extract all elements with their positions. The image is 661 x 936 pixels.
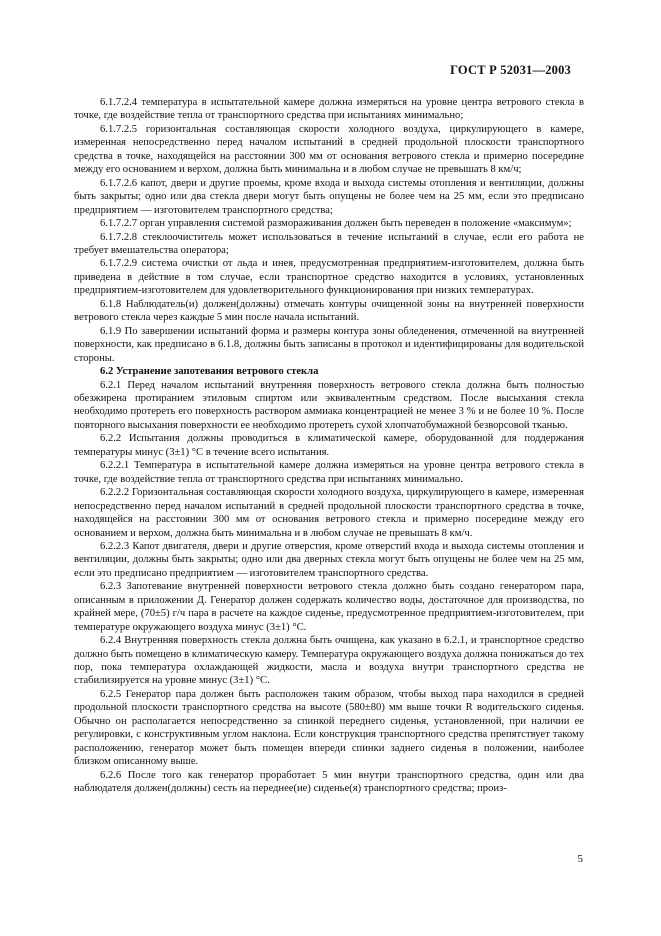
page-number: 5	[577, 853, 583, 865]
paragraph: 6.2.2.2 Горизонтальная составляющая скорости холодного воздуха, циркулирующего в камере, измеренная непосредственно перед началом испытаний в средней продольной плоскости транспортного средства в точке, находящейся на расстоянии 300 мм от основания ветрового стекла и примерно посередине между его основанием и верхом, должна быть минимальна и в любом случае не превышать 8 км/ч.	[74, 487, 584, 539]
paragraph: 6.1.7.2.7 орган управления системой размораживания должен быть переведен в положение «максимум»;	[100, 218, 572, 230]
paragraph: 6.1.8 Наблюдатель(и) должен(должны) отмечать контуры очищенной зоны на внутренней поверхности ветрового стекла через каждые 5 мин после начала испытаний.	[74, 298, 584, 324]
paragraph: 6.1.7.2.4 температура в испытательной камере должна измеряться на уровне центра ветрового стекла в точке, где воздействие тепла от транспортного средства при испытаниях минимально;	[74, 97, 584, 122]
paragraph: 6.1.7.2.6 капот, двери и другие проемы, кроме входа и выхода системы отопления и вентиляции, должны быть закрыты; одно или два стекла двери могут быть опущены не более чем на 25 мм, если это предписано предприятием — изготовителем транспортного средства;	[74, 177, 584, 216]
paragraph: 6.2.5 Генератор пара должен быть расположен таким образом, чтобы выход пара находился в средней продольной плоскости транспортного средства на высоте (580±80) мм выше точки R водительского сиденья. Обычно он располагается непосредственно за спинкой переднего сиденья, установленной, при наличии ее регулировки, с конструктивным углом наклона. Если конструкция транспортного средства препятствует такому расположению, генератор может быть помещен впереди спинки заднего сиденья в положении, наиболее близком описанному выше.	[74, 688, 584, 768]
paragraph: 6.2.3 Запотевание внутренней поверхности ветрового стекла должно быть создано генератором пара, описанным в приложении Д. Генератор должен содержать количество воды, достаточное для производства, по крайней мере, (70±5) г/ч пара в расчете на каждое сиденье, предусмотренное предприятием-изготовителем, при температуре окружающего воздуха минус (3±1) °С.	[74, 581, 584, 633]
paragraph: 6.2.1 Перед началом испытаний внутренняя поверхность ветрового стекла должна быть полностью обезжирена протиранием этиловым спиртом или эквивалентным средством. После высыхания стекла необходимо протереть его поверхность раствором аммиака концентрацией не менее 3 % и не более 10 %. После повторного высыхания поверхности ее необходимо протереть сухой хлопчатобумажной безворсовой тканью.	[74, 379, 584, 431]
paragraph: 6.1.7.2.8 стеклоочиститель может использоваться в течение испытаний в случае, если его работа не требует вмешательства оператора;	[74, 231, 584, 256]
paragraph: 6.2.6 После того как генератор проработает 5 мин внутри транспортного средства, один или два наблюдателя должен(должны) сесть на переднее(ие) сиденье(я) транспортного средства; произ-	[74, 769, 584, 795]
paragraph: 6.2.2.1 Температура в испытательной камере должна измеряться на уровне центра ветрового стекла в точке, где воздействие тепла от транспортного средства при испытаниях минимально.	[74, 460, 584, 485]
paragraph: 6.1.7.2.5 горизонтальная составляющая скорости холодного воздуха, циркулирующего в камере, измеренная непосредственно перед началом испытаний в средней продольной плоскости транспортного средства в точке, находящейся на расстоянии 300 мм от основания ветрового стекла и примерно посередине между его основанием и верхом, должна быть минимальна и в любом случае не превышать 8 км/ч;	[74, 123, 584, 176]
paragraph: 6.2.2 Испытания должны проводиться в климатической камере, оборудованной для поддержания температуры минус (3±1) °С в течение всего испытания.	[74, 433, 584, 458]
paragraph: 6.2.2.3 Капот двигателя, двери и другие отверстия, кроме отверстий входа и выхода системы отопления и вентиляции, должны быть закрыты; одно или два дверных стекла могут быть опущены не более чем на 25 мм, если это предписано предприятием — изготовителем транспортного средства.	[74, 540, 584, 579]
paragraph: 6.2.4 Внутренняя поверхность стекла должна быть очищена, как указано в 6.2.1, и транспортное средство должно быть помещено в климатическую камеру. Температура окружающего воздуха должна понижаться до тех пор, пока температура охлаждающей жидкости, масла и воздуха внутри транспортного средства не стабилизируется на уровне минус (3±1) °С.	[74, 635, 584, 687]
section-heading: 6.2 Устранение запотевания ветрового стекла	[100, 366, 319, 378]
paragraph: 6.1.7.2.9 система очистки от льда и инея, предусмотренная предприятием-изготовителем, должна быть приведена в действие в том случае, если транспортное средство находится в условиях, установленных предприятием-изготовителем для удовлетворительного функционирования при низких температурах.	[74, 258, 584, 297]
document-header: ГОСТ Р 52031—2003	[450, 63, 571, 77]
paragraph: 6.1.9 По завершении испытаний форма и размеры контура зоны обледенения, отмеченной на внутренней поверхности, как предписано в 6.1.8, должны быть записаны в протокол и идентифицированы для водительской стороны.	[74, 325, 584, 364]
document-body	[74, 96, 584, 796]
